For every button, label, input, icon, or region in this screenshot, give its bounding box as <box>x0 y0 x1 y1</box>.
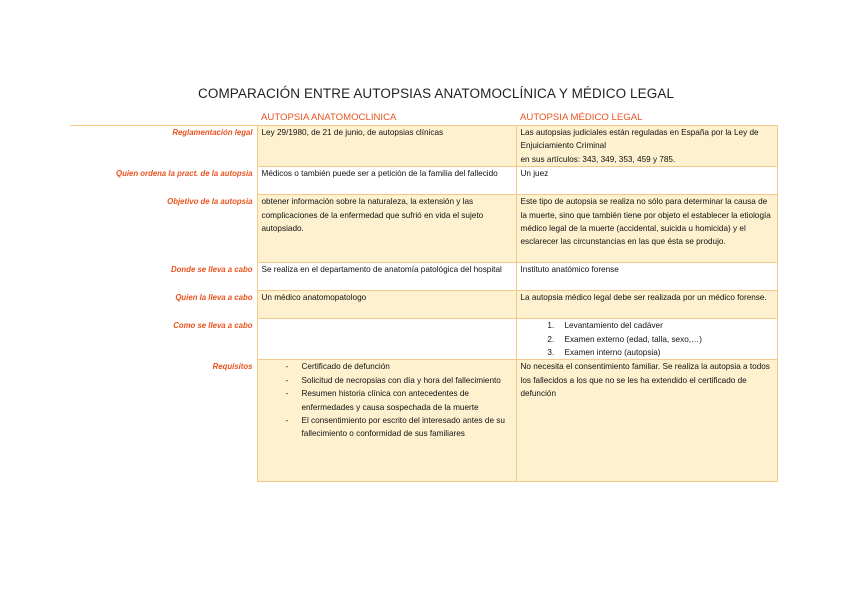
row-label-objetivo: Objetivo de la autopsia <box>167 196 253 206</box>
cell-text: en sus artículos: 343, 349, 353, 459 y 785. <box>520 154 676 164</box>
cell-requisitos-anatomoclinica <box>257 360 516 482</box>
cell-donde-medico-legal: Instituto anatómico forense <box>516 263 777 291</box>
cell-text: Las autopsias judiciales están reguladas en España por la Ley de Enjuiciamiento Criminal <box>520 128 759 151</box>
table-row <box>70 360 777 482</box>
list-item: 1. Levantamiento del cadáver <box>557 319 773 332</box>
list-item: 2. Examen externo (edad, talla, sexo,…) <box>557 333 773 346</box>
table-row <box>70 319 777 360</box>
row-label-donde: Donde se lleva a cabo <box>171 264 253 274</box>
table-row <box>70 291 777 319</box>
table-row <box>70 195 777 263</box>
list-item: - El consentimiento por escrito del interesado antes de su fallecimiento o conformidad de sus familiares <box>302 414 512 441</box>
comparison-table <box>70 111 778 482</box>
cell-quien-ordena-anatomoclinica: Médicos o también puede ser a petición de la familia del fallecido <box>257 167 516 195</box>
header-row <box>70 111 777 126</box>
list-item: - Certificado de defunción <box>302 360 512 373</box>
cell-como-anatomoclinica <box>257 319 516 360</box>
row-label-como: Como se lleva a cabo <box>173 320 253 330</box>
header-blank <box>70 111 257 126</box>
cell-objetivo-medico-legal: Este tipo de autopsia se realiza no sólo para determinar la causa de la muerte, sino que también tiene por objeto el establecer la etiología médico legal de la muerte (accidental, suicida u homicida) y el esclarecer las circunstancias en las que ésta se produjo. <box>516 195 777 263</box>
cell-quien-ordena-medico-legal: Un juez <box>516 167 777 195</box>
row-label-requisitos: Requisitos <box>212 361 253 371</box>
table-row <box>70 126 777 167</box>
page-title: COMPARACIÓN ENTRE AUTOPSIAS ANATOMOCLÍNICA Y MÉDICO LEGAL <box>198 86 675 101</box>
table-row <box>70 167 777 195</box>
row-label-reglamentacion: Reglamentación legal <box>172 128 253 137</box>
table-row <box>70 263 777 291</box>
row-label-quien-lleva: Quien la lleva a cabo <box>175 292 253 302</box>
row-label-quien-ordena: Quien ordena la pract. de la autopsia <box>116 168 253 178</box>
cell-como-medico-legal <box>516 319 777 360</box>
cell-reglamentacion-anatomoclinica: Ley 29/1980, de 21 de junio, de autopsias clínicas <box>257 126 516 167</box>
steps-list <box>521 319 773 359</box>
cell-quien-lleva-anatomoclinica: Un médico anatomopatologo <box>257 291 516 319</box>
requirements-list <box>262 360 512 440</box>
cell-objetivo-anatomoclinica: obtener información sobre la naturaleza, la extensión y las complicaciones de la enfermedad que sufrió en vida el sujeto autopsiado. <box>257 195 516 263</box>
list-item: - Solicitud de necropsias con día y hora del fallecimiento <box>302 374 512 387</box>
column-header-medico-legal: AUTOPSIA MÉDICO LEGAL <box>516 111 777 126</box>
cell-requisitos-medico-legal: No necesita el consentimiento familiar. Se realiza la autopsia a todos los fallecidos a los que no se les ha extendido el certificado de defunción <box>516 360 777 482</box>
cell-reglamentacion-medico-legal <box>516 126 777 167</box>
column-header-anatomoclinica: AUTOPSIA ANATOMOCLINICA <box>257 111 516 126</box>
cell-donde-anatomoclinica: Se realiza en el departamento de anatomía patológica del hospital <box>257 263 516 291</box>
list-item: 3. Examen interno (autopsia) <box>557 346 773 359</box>
cell-quien-lleva-medico-legal: La autopsia médico legal debe ser realizada por un médico forense. <box>516 291 777 319</box>
list-item: - Resumen historia clínica con antecedentes de enfermedades y causa sospechada de la muerte <box>302 387 512 414</box>
